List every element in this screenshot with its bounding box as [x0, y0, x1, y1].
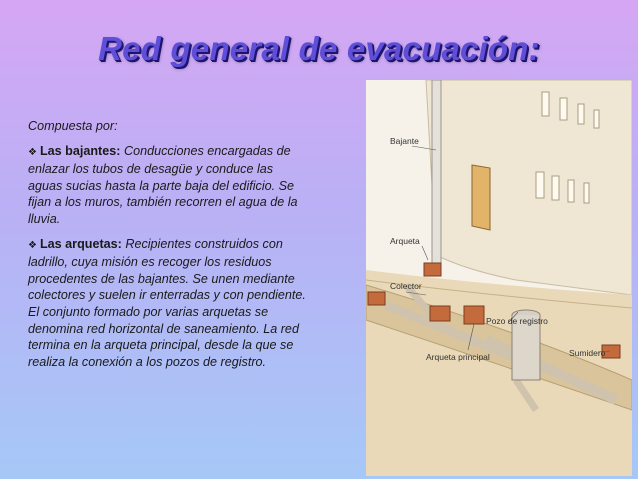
window [542, 92, 549, 116]
diamond-bullet-icon: ❖ [28, 146, 37, 158]
label-bajante: Bajante [390, 136, 419, 146]
window [568, 180, 574, 202]
window [536, 172, 544, 198]
window [594, 110, 599, 128]
drainage-diagram [366, 80, 632, 476]
label-colector: Colector [390, 281, 422, 291]
diamond-bullet-icon: ❖ [28, 239, 37, 251]
bullet-text: Recipientes construidos con ladrillo, cuya misión es recoger los residuos procedentes de las bajantes. Se unen mediante colectores y suelen ir enterradas y con pendiente. El conjunto formado por varias arquetas se denomina red horizontal de saneamiento. La red termina en la arqueta principal, desde la que se realiza la conexión a los pozos de registro. [28, 236, 306, 369]
catch-pit [430, 306, 450, 321]
downpipe [432, 80, 441, 268]
catch-pit [424, 263, 441, 276]
window [584, 183, 589, 203]
window [552, 176, 559, 200]
building-wall [426, 80, 632, 295]
intro-text: Compuesta por: [28, 119, 118, 133]
label-sumidero: Sumidero [569, 348, 606, 358]
door [472, 165, 490, 230]
bullet-bajantes [28, 143, 310, 228]
window [578, 104, 584, 124]
bullet-arquetas [28, 236, 310, 371]
bullet-term: Las arquetas: [39, 236, 122, 251]
bullet-term: Las bajantes: [39, 143, 121, 158]
catch-pit [368, 292, 385, 305]
drainage-illustration [366, 80, 632, 476]
bullet-text: Conducciones encargadas de enlazar los tubos de desagüe y conduce las aguas sucias hasta la parte baja del edificio. Se fijan a los muros, también recorren el agua de la lluvia. [28, 143, 298, 226]
label-arqueta: Arqueta [390, 236, 420, 246]
window [560, 98, 567, 120]
slide-title: Red general de evacuación: [98, 30, 540, 67]
leader-line [422, 246, 428, 260]
label-arqueta-principal: Arqueta principal [426, 352, 490, 362]
main-catch-pit [464, 306, 484, 324]
slide-body [28, 118, 310, 378]
label-pozo: Pozo de registro [486, 316, 548, 326]
